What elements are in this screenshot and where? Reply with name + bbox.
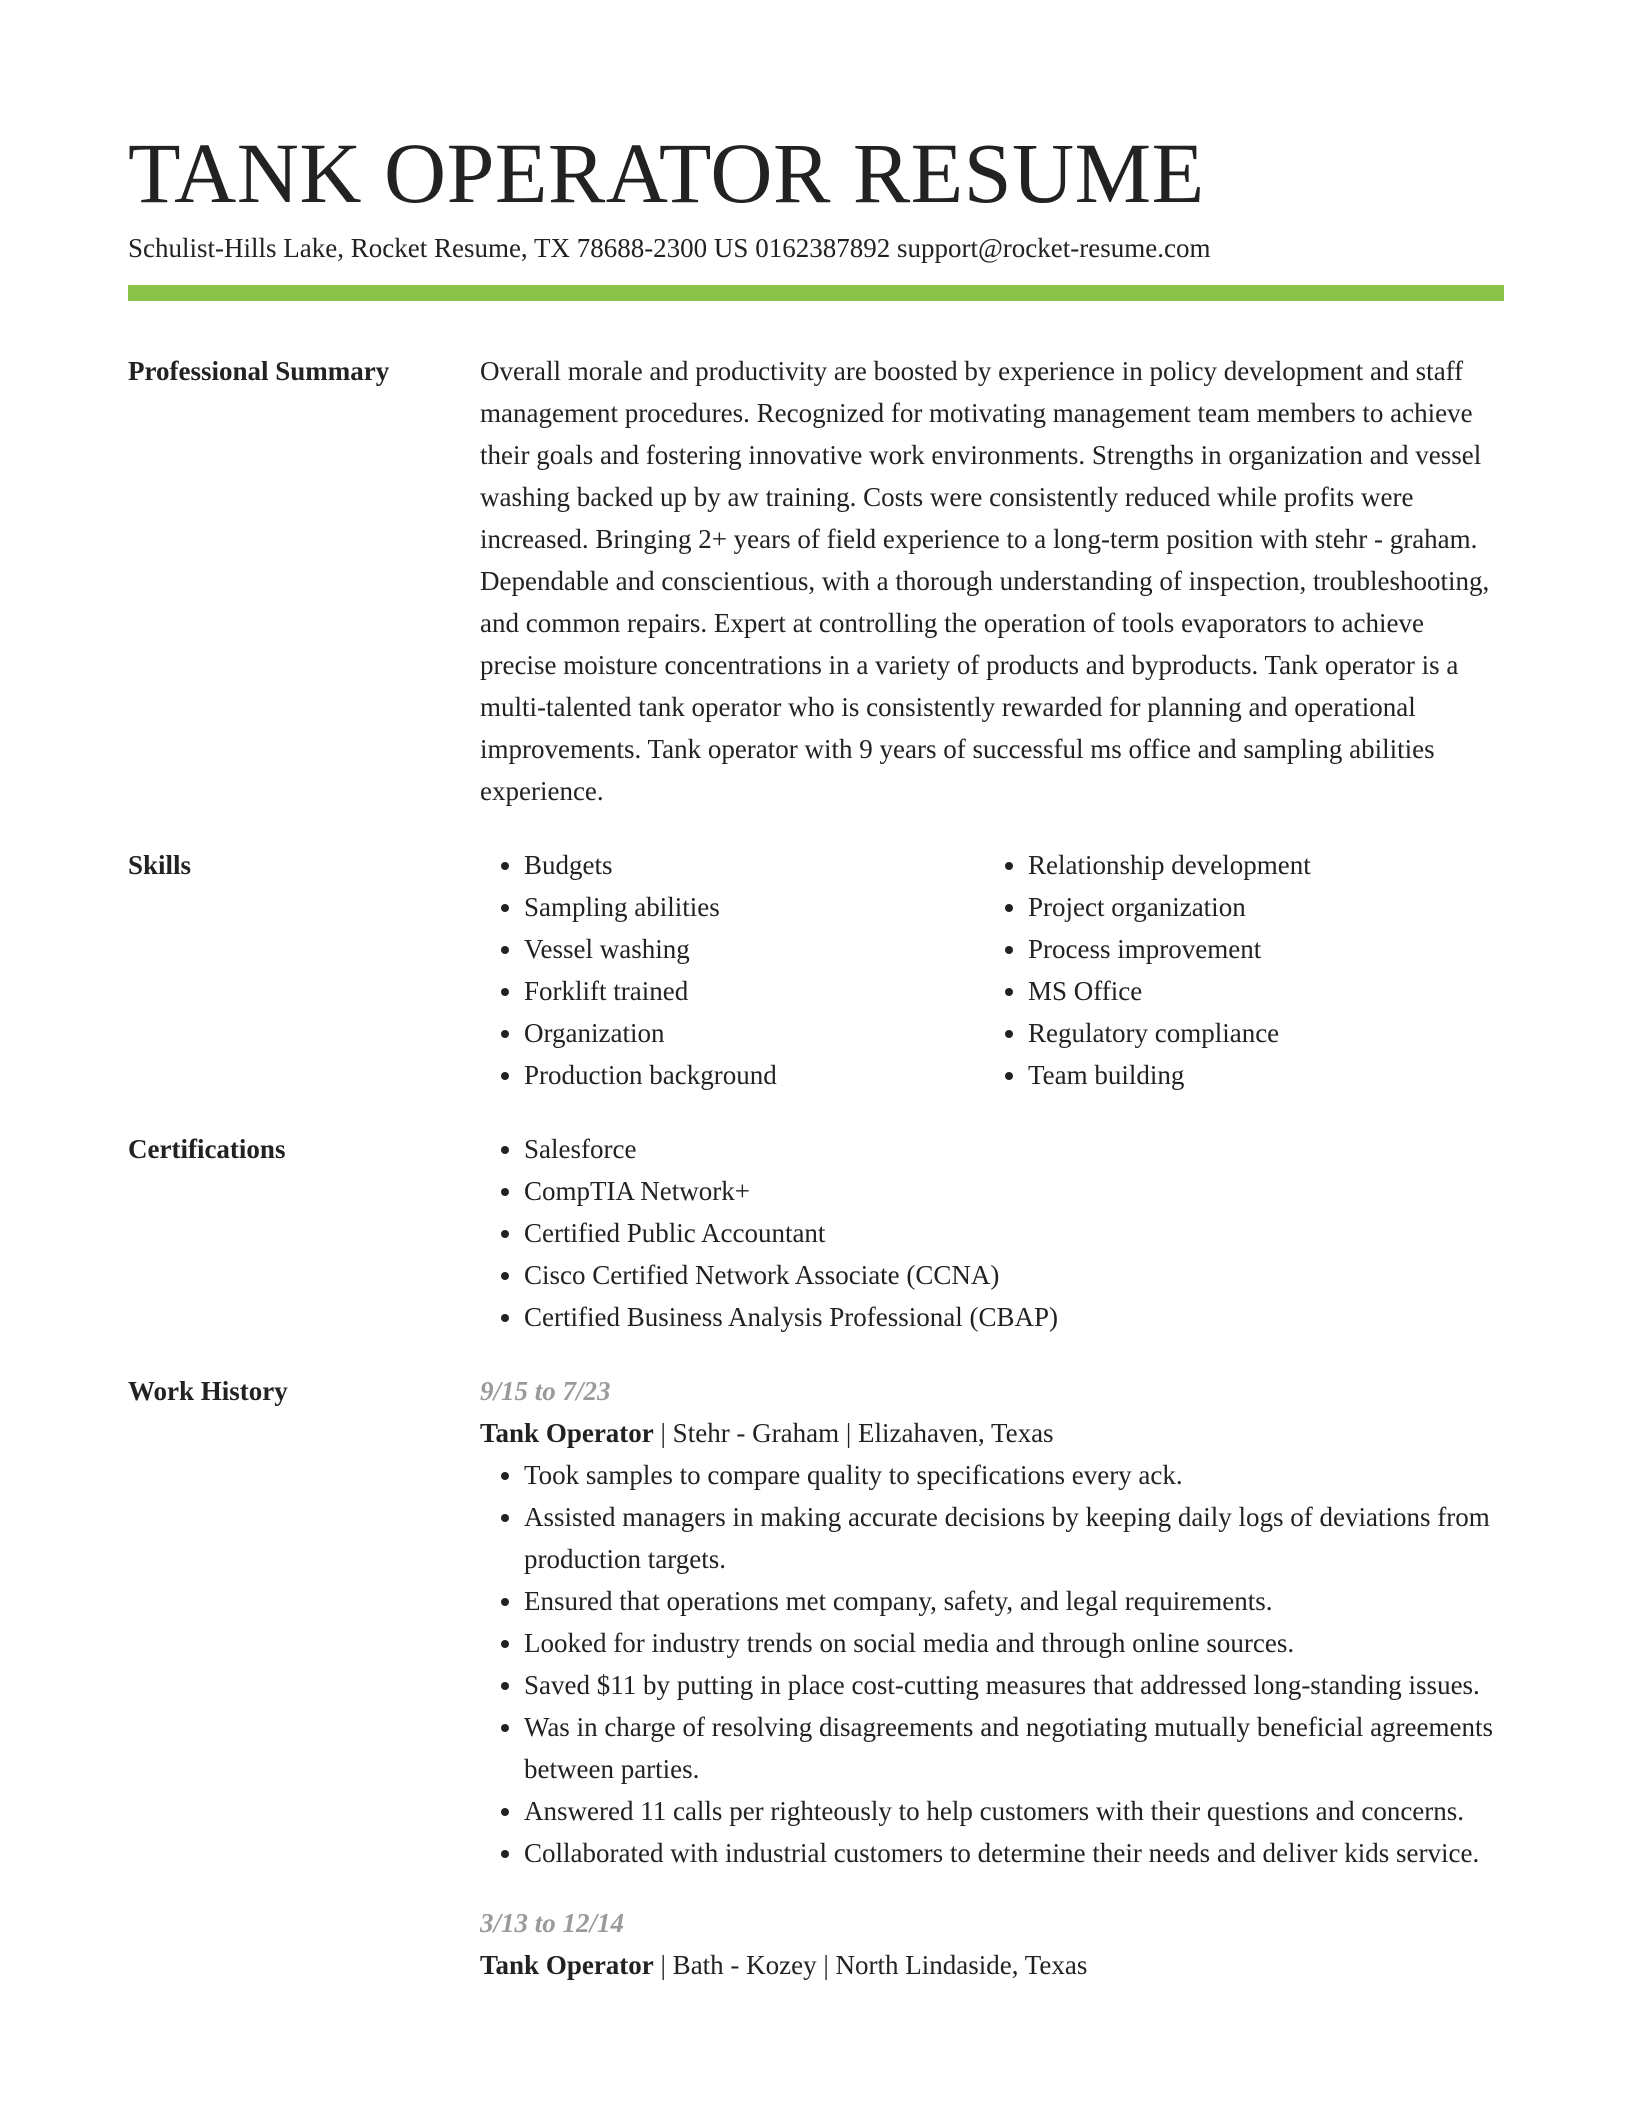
- skill-item: • MS Office: [1028, 970, 1488, 1012]
- job-duty: • Took samples to compare quality to specifications every ack.: [524, 1454, 1504, 1496]
- summary-text: Overall morale and productivity are boosted by experience in policy development and staff management procedures. Recognized for motivating management team members to achieve their goals and fostering innovative work environments. Strengths in organization and vessel washing backed up by aw training. Costs were consistently reduced while profits were increased. Bringing 2+ years of field experience to a long-term position with stehr - graham. Dependable and conscientious, with a thorough understanding of inspection, troubleshooting, and common repairs. Expert at controlling the operation of tools evaporators to achieve precise moisture concentrations in a variety of products and byproducts. Tank operator is a multi-talented tank operator who is consistently rewarded for planning and operational improvements. Tank operator with 9 years of successful ms office and sampling abilities experience.: [480, 356, 1490, 806]
- resume-title: TANK OPERATOR RESUME: [128, 125, 1205, 221]
- certification-item: • Cisco Certified Network Associate (CCNA): [524, 1254, 1504, 1296]
- job-duty: • Was in charge of resolving disagreements and negotiating mutually beneficial agreements between parties.: [524, 1706, 1504, 1790]
- job-duty: • Saved $11 by putting in place cost-cutting measures that addressed long-standing issues.: [524, 1664, 1504, 1706]
- accent-divider: [128, 285, 1504, 301]
- skill-item: • Vessel washing: [524, 928, 984, 970]
- contact-line: Schulist-Hills Lake, Rocket Resume, TX 78688-2300 US 0162387892 support@rocket-resume.com: [128, 233, 1211, 263]
- job-title: Tank Operator: [480, 1950, 654, 1980]
- job-duty: • Assisted managers in making accurate decisions by keeping daily logs of deviations from production targets.: [524, 1496, 1504, 1580]
- skill-item: • Project organization: [1028, 886, 1488, 928]
- skill-item: • Sampling abilities: [524, 886, 984, 928]
- skills-list-right: [984, 844, 1488, 1096]
- job-duty: • Collaborated with industrial customers to determine their needs and deliver kids service.: [524, 1832, 1504, 1874]
- skill-item: • Budgets: [524, 844, 984, 886]
- summary-body: [480, 350, 1504, 812]
- job-entry: [480, 1902, 1504, 1986]
- job-header: [480, 1412, 1504, 1454]
- job-title: Tank Operator: [480, 1418, 654, 1448]
- job-dates: 3/13 to 12/14: [480, 1908, 625, 1938]
- certification-item: • CompTIA Network+: [524, 1170, 1504, 1212]
- certifications-list: [480, 1128, 1504, 1338]
- job-duties-list: [480, 1454, 1504, 1874]
- job-duty: • Looked for industry trends on social media and through online sources.: [524, 1622, 1504, 1664]
- job-employer-location: | Stehr - Graham | Elizahaven, Texas: [653, 1418, 1054, 1448]
- job-entry: [480, 1370, 1504, 1874]
- job-employer-location: | Bath - Kozey | North Lindaside, Texas: [653, 1950, 1088, 1980]
- work-history-body: [480, 1370, 1504, 1986]
- job-dates: 9/15 to 7/23: [480, 1376, 611, 1406]
- skill-item: • Production background: [524, 1054, 984, 1096]
- skill-item: • Relationship development: [1028, 844, 1488, 886]
- job-duty: • Ensured that operations met company, safety, and legal requirements.: [524, 1580, 1504, 1622]
- work-history-heading: Work History: [128, 1376, 288, 1406]
- skills-list-left: [480, 844, 984, 1096]
- skill-item: • Process improvement: [1028, 928, 1488, 970]
- summary-heading: Professional Summary: [128, 356, 390, 386]
- skills-body: [480, 844, 1504, 1096]
- skill-item: • Organization: [524, 1012, 984, 1054]
- certification-item: • Salesforce: [524, 1128, 1504, 1170]
- certifications-heading: Certifications: [128, 1134, 286, 1164]
- certification-item: • Certified Public Accountant: [524, 1212, 1504, 1254]
- skill-item: • Team building: [1028, 1054, 1488, 1096]
- skills-heading: Skills: [128, 850, 192, 880]
- certifications-body: [480, 1128, 1504, 1338]
- skill-item: • Forklift trained: [524, 970, 984, 1012]
- job-header: [480, 1944, 1504, 1986]
- job-duty: • Answered 11 calls per righteously to help customers with their questions and concerns.: [524, 1790, 1504, 1832]
- skill-item: • Regulatory compliance: [1028, 1012, 1488, 1054]
- certification-item: • Certified Business Analysis Professional (CBAP): [524, 1296, 1504, 1338]
